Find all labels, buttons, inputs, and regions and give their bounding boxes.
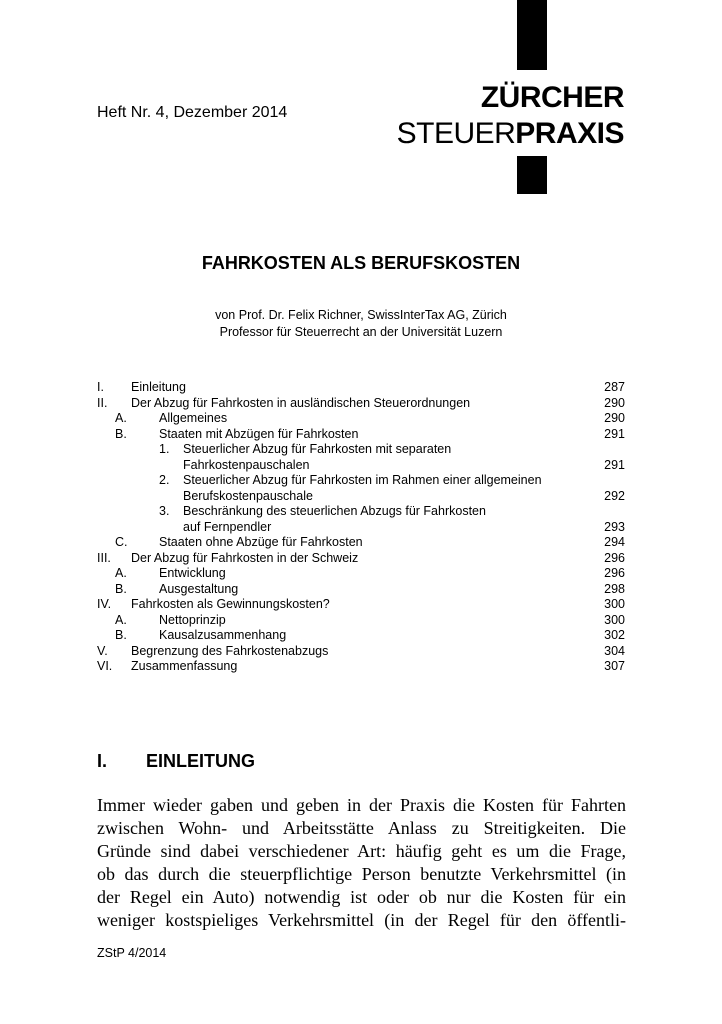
toc-row — [97, 411, 625, 427]
toc-number: A. — [115, 411, 127, 425]
toc-page: 307 — [604, 659, 625, 673]
journal-logo-line2 — [397, 115, 624, 153]
toc-row — [97, 504, 625, 520]
toc-number: I. — [97, 380, 104, 394]
table-of-contents — [97, 380, 625, 675]
toc-page: 298 — [604, 581, 625, 596]
toc-number: 2. — [159, 473, 170, 487]
toc-label: Beschränkung des steuerlichen Abzugs für Fahrkosten — [183, 504, 486, 518]
article-title: FAHRKOSTEN ALS BERUFSKOSTEN — [201, 253, 521, 273]
toc-row — [97, 520, 625, 536]
toc-row — [97, 566, 625, 582]
toc-number: B. — [115, 628, 127, 642]
toc-label: Entwicklung — [159, 566, 226, 580]
toc-label: Steuerlicher Abzug für Fahrkosten mit separaten — [183, 442, 452, 456]
toc-label: Staaten mit Abzügen für Fahrkosten — [159, 426, 359, 441]
page-footer: ZStP 4/2014 — [97, 946, 167, 960]
toc-label: Staaten ohne Abzüge für Fahrkosten — [159, 535, 363, 549]
toc-row — [97, 613, 625, 629]
toc-number: 3. — [159, 504, 170, 518]
toc-number: B. — [115, 581, 127, 596]
toc-row — [97, 458, 625, 474]
toc-number: VI. — [97, 659, 113, 673]
body-line: weniger kostspieliges Verkehrsmittel (in der Regel für den öffentli- — [97, 910, 626, 930]
toc-page: 294 — [604, 535, 625, 549]
logo-praxis: PRAXIS — [515, 117, 624, 150]
toc-number: II. — [97, 395, 108, 410]
body-line: ob das durch die steuerpflichtige Person benutzte Verkehrsmittel (in — [97, 864, 626, 884]
author-line: von Prof. Dr. Felix Richner, SwissInterTax AG, Zürich — [215, 308, 507, 322]
toc-row — [97, 380, 625, 396]
logo-bar-top — [517, 0, 547, 70]
section-heading — [97, 751, 255, 772]
body-text — [97, 794, 626, 932]
toc-number: B. — [115, 426, 127, 441]
toc-page: 296 — [604, 550, 625, 565]
toc-label: Steuerlicher Abzug für Fahrkosten im Rahmen einer allgemeinen — [183, 473, 542, 487]
section-title: EINLEITUNG — [146, 751, 256, 771]
logo-steuer: STEUER — [396, 117, 516, 150]
toc-row — [97, 659, 625, 675]
toc-label: Der Abzug für Fahrkosten in ausländischen Steuerordnungen — [131, 395, 471, 410]
toc-page: 300 — [604, 612, 625, 627]
toc-label: Nettoprinzip — [159, 612, 226, 627]
toc-number: C. — [115, 535, 128, 549]
toc-page: 304 — [604, 643, 625, 658]
toc-page: 290 — [604, 395, 625, 410]
toc-label: Allgemeines — [159, 411, 228, 425]
toc-label: Der Abzug für Fahrkosten in der Schweiz — [131, 550, 359, 565]
section-number: I. — [97, 751, 108, 771]
toc-number: A. — [115, 566, 127, 580]
journal-logo-line1: ZÜRCHER — [480, 81, 624, 114]
toc-label: auf Fernpendler — [183, 519, 272, 534]
toc-row — [97, 551, 625, 567]
toc-number: III. — [97, 550, 111, 565]
toc-label: Zusammenfassung — [131, 659, 238, 673]
toc-number: A. — [115, 612, 127, 627]
body-line: Gründe sind dabei verschiedener Art: häufig geht es um die Frage, — [97, 841, 626, 861]
body-line: Immer wieder gaben und geben in der Praxis die Kosten für Fahrten — [97, 795, 626, 815]
toc-row — [97, 427, 625, 443]
toc-label: Begrenzung des Fahrkostenabzugs — [131, 643, 329, 658]
toc-row — [97, 628, 625, 644]
toc-row — [97, 489, 625, 505]
toc-row — [97, 644, 625, 660]
toc-label: Fahrkosten als Gewinnungskosten? — [131, 597, 330, 611]
toc-label: Berufskostenpauschale — [183, 488, 313, 503]
author-block — [0, 307, 722, 341]
toc-page: 287 — [604, 380, 625, 394]
toc-label: Fahrkostenpauschalen — [183, 457, 310, 472]
toc-page: 302 — [604, 628, 625, 642]
toc-page: 290 — [604, 411, 625, 425]
toc-page: 296 — [604, 566, 625, 580]
toc-page: 293 — [604, 519, 625, 534]
body-line: der Regel ein Auto) notwendig ist oder ob nur die Kosten für ein — [97, 887, 626, 907]
toc-page: 292 — [604, 488, 625, 503]
toc-label: Ausgestaltung — [159, 581, 239, 596]
toc-row — [97, 535, 625, 551]
toc-number: 1. — [159, 442, 170, 456]
toc-row — [97, 473, 625, 489]
toc-row — [97, 396, 625, 412]
toc-row — [97, 597, 625, 613]
body-line: zwischen Wohn- und Arbeitsstätte Anlass zu Streitigkeiten. Die — [97, 818, 626, 838]
toc-number: IV. — [97, 597, 112, 611]
toc-page: 291 — [604, 426, 625, 441]
toc-label: Einleitung — [131, 380, 186, 394]
toc-row — [97, 442, 625, 458]
toc-row — [97, 582, 625, 598]
toc-page: 291 — [604, 457, 625, 472]
toc-number: V. — [97, 643, 108, 658]
author-affiliation: Professor für Steuerrecht an der Universität Luzern — [219, 325, 503, 339]
toc-page: 300 — [604, 597, 625, 611]
logo-bar-bottom — [517, 156, 547, 194]
issue-label: Heft Nr. 4, Dezember 2014 — [97, 104, 288, 121]
toc-label: Kausalzusammenhang — [159, 628, 287, 642]
